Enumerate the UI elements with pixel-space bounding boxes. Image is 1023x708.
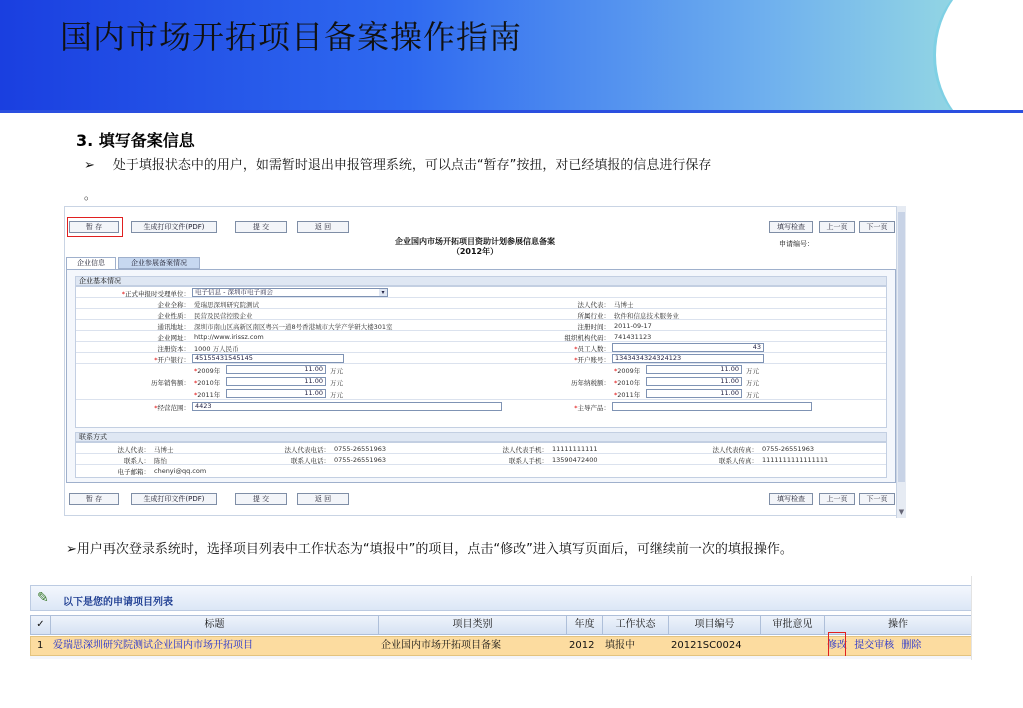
industry-value: 软件和信息技术服务业	[614, 312, 679, 320]
contact-grid	[75, 442, 887, 478]
person-tel-value: 0755-26551963	[334, 456, 386, 464]
column-header-index-icon: ✓	[31, 616, 51, 634]
basic-info-grid	[75, 286, 887, 428]
reg-time-label: 注册时间：	[577, 323, 610, 331]
legal-mobile-value: 11111111111	[552, 445, 598, 453]
bullet-save-tail: 。	[84, 188, 97, 202]
edit-link[interactable]: 修改	[827, 640, 847, 651]
column-header-opinion: 审批意见	[761, 616, 825, 634]
legal-fax-value: 0755-26551963	[762, 445, 814, 453]
prev-page-button-bottom[interactable]: 上一页	[819, 493, 855, 505]
sales-2011-input[interactable]: 11.00	[226, 389, 326, 398]
email-label: 电子邮箱：	[117, 468, 150, 476]
tax-unit: 万元	[746, 367, 759, 375]
scroll-down-icon[interactable]: ▼	[898, 508, 905, 516]
submit-button-bottom[interactable]: 提 交	[235, 493, 287, 505]
legal-rep-label: 法人代表：	[577, 301, 610, 309]
tax-2010-input[interactable]: 11.00	[646, 377, 742, 386]
form-frame	[66, 269, 896, 483]
save-button[interactable]: 暂 存	[69, 221, 119, 233]
project-list-header	[30, 585, 972, 611]
legal-fax-label: 法人代表传真：	[712, 446, 758, 454]
print-pdf-button-bottom[interactable]: 生成打印文件(PDF)	[131, 493, 217, 505]
form-scrollbar[interactable]	[896, 206, 906, 518]
contact-legal-label: 法人代表：	[117, 446, 150, 454]
title-banner	[0, 0, 1023, 110]
tax-unit: 万元	[746, 391, 759, 399]
legal-tel-value: 0755-26551963	[334, 445, 386, 453]
bank-input[interactable]: 45155431545145	[192, 354, 344, 363]
account-input[interactable]: 134343432432412​3	[612, 354, 764, 363]
column-header-status: 工作状态	[603, 616, 669, 634]
company-name-value: 爱瑞思深圳研究院测试	[194, 301, 259, 309]
check-button[interactable]: 填写检查	[769, 221, 813, 233]
industry-label: 所属行业：	[577, 312, 610, 320]
delete-link[interactable]: 删除	[901, 640, 922, 651]
form-screenshot	[64, 206, 906, 516]
form-row	[76, 320, 886, 331]
tax-year-2009: *2009年	[614, 367, 641, 375]
bullet-arrow-icon: ➢	[66, 542, 77, 557]
back-button[interactable]: 返 回	[297, 221, 349, 233]
bullet-save-tip	[84, 154, 711, 173]
form-row	[76, 298, 886, 309]
table-row-partial	[30, 656, 972, 659]
contact-person-value: 陈怡	[154, 457, 167, 465]
account-label: *开户账号：	[574, 356, 610, 364]
scrollbar-thumb[interactable]	[898, 212, 905, 482]
website-label: 企业网址：	[157, 334, 190, 342]
sales-year-2011: *2011年	[194, 391, 221, 399]
project-list-screenshot	[30, 585, 972, 659]
form-row	[76, 400, 886, 413]
tax-2011-input[interactable]: 11.00	[646, 389, 742, 398]
bullet-save-text: 处于填报状态中的用户，如需暂时退出申报管理系统，可以点击“暂存”按扭，对已经填报的信息进行保存	[112, 158, 712, 173]
contact-header: 联系方式	[75, 432, 887, 442]
person-fax-label: 联系人传真：	[719, 457, 758, 465]
scope-input[interactable]: 4423	[192, 402, 502, 411]
form-title-main: 企业国内市场开拓项目资助计划参展信息备案	[395, 237, 555, 246]
org-code-label: 组织机构代码：	[564, 334, 610, 342]
contact-person-label: 联系人：	[124, 457, 150, 465]
form-row	[76, 465, 886, 477]
sales-label: 历年销售额：	[151, 379, 190, 387]
prev-page-button[interactable]: 上一页	[819, 221, 855, 233]
address-value: 深圳市南山区高新区南区粤兴一道8号香港城市大学产学研大楼301室	[194, 323, 393, 331]
website-value: http://www.irissz.com	[194, 333, 264, 341]
list-right-edge	[971, 576, 983, 660]
tab-company-info[interactable]: 企业信息	[66, 257, 116, 269]
nature-label: 企业性质：	[157, 312, 190, 320]
reg-time-value: 2011-09-17	[614, 322, 652, 330]
section-title: 3. 填写备案信息	[76, 131, 195, 150]
form-row	[76, 443, 886, 454]
column-header-number: 项目编号	[669, 616, 761, 634]
capital-label: 注册资本：	[157, 345, 190, 353]
tax-year-2010: *2010年	[614, 379, 641, 387]
dept-label: *正式申报时受理单位：	[121, 290, 190, 298]
form-title-year: （2012年）	[451, 247, 499, 256]
org-code-value: 741431123	[614, 333, 652, 341]
check-button-bottom[interactable]: 填写检查	[769, 493, 813, 505]
save-button-highlight	[67, 217, 123, 237]
next-page-button[interactable]: 下一页	[859, 221, 895, 233]
tax-label: 历年纳税额：	[571, 379, 610, 387]
nature-value: 民营及民营控股企业	[194, 312, 253, 320]
sales-year-2010: *2010年	[194, 379, 221, 387]
banner-curve-decoration	[933, 0, 1023, 110]
email-value: chenyi@qq.com	[154, 467, 207, 475]
column-header-title: 标题	[51, 616, 379, 634]
form-row	[76, 287, 886, 298]
capital-value: 1000 万人民币	[194, 345, 239, 353]
next-page-button-bottom[interactable]: 下一页	[859, 493, 895, 505]
sales-2010-input[interactable]: 11.00	[226, 377, 326, 386]
row-title-link[interactable]: 爱瑞思深圳研究院测试企业国内市场开拓项目	[53, 640, 253, 651]
page-title: 国内市场开拓项目备案操作指南	[60, 18, 523, 56]
sales-2009-input[interactable]: 11.00	[226, 365, 326, 374]
print-pdf-button[interactable]: 生成打印文件(PDF)	[131, 221, 217, 233]
column-header-actions: 操作	[888, 619, 908, 630]
form-row	[76, 454, 886, 465]
pencil-icon: ✎	[37, 590, 49, 606]
form-row	[76, 353, 886, 364]
form-row-revenue-tax	[76, 364, 886, 400]
edit-link-highlight	[828, 632, 846, 658]
scope-label: *经营范围：	[154, 404, 190, 412]
row-number: 20121SC0024	[671, 640, 742, 651]
tax-year-2011: *2011年	[614, 391, 641, 399]
contact-legal-value: 马博士	[154, 446, 174, 454]
form-row	[76, 342, 886, 353]
dept-select[interactable]: 电子信息 - 深圳市电子商会 ▾	[192, 288, 388, 297]
column-header-year: 年度	[567, 616, 603, 634]
person-fax-value: 1111111111111111	[762, 456, 829, 464]
product-label: *主导产品：	[574, 404, 610, 412]
tab-exhibition-record[interactable]: 企业参展备案情况	[118, 257, 200, 269]
bullet-arrow-icon: ➢	[84, 158, 95, 173]
address-label: 通讯地址：	[157, 323, 190, 331]
back-button-bottom[interactable]: 返 回	[297, 493, 349, 505]
tax-2009-input[interactable]: 11.00	[646, 365, 742, 374]
sales-unit: 万元	[330, 379, 343, 387]
person-mobile-label: 联系人手机：	[509, 457, 548, 465]
staff-input[interactable]: 43	[612, 343, 764, 352]
sales-year-2009: *2009年	[194, 367, 221, 375]
staff-label: *员工人数：	[574, 345, 610, 353]
request-number-label: 申请编号：	[779, 240, 814, 248]
form-row	[76, 309, 886, 320]
row-actions	[827, 637, 973, 655]
product-input[interactable]	[612, 402, 812, 411]
row-category: 企业国内市场开拓项目备案	[381, 640, 501, 651]
form-row	[76, 331, 886, 342]
chevron-down-icon: ▾	[379, 289, 387, 296]
bullet-resume-tip	[66, 536, 946, 564]
basic-info-header: 企业基本情况	[75, 276, 887, 286]
submit-review-link[interactable]: 提交审核	[854, 640, 895, 651]
person-tel-label: 联系人电话：	[291, 457, 330, 465]
title-underline	[0, 110, 1023, 113]
project-list-title: 以下是您的申请项目列表	[63, 597, 173, 608]
legal-rep-value: 马博士	[614, 301, 634, 309]
bullet-resume-text: 用户再次登录系统时，选择项目列表中工作状态为“填报中”的项目，点击“修改”进入填写页面后，可继续前一次的填报操作。	[76, 542, 793, 557]
person-mobile-value: 13590472400	[552, 456, 598, 464]
sales-unit: 万元	[330, 367, 343, 375]
legal-mobile-label: 法人代表手机：	[502, 446, 548, 454]
tax-unit: 万元	[746, 379, 759, 387]
sales-unit: 万元	[330, 391, 343, 399]
bank-label: *开户银行：	[154, 356, 190, 364]
column-header-category: 项目类别	[379, 616, 567, 634]
legal-tel-label: 法人代表电话：	[284, 446, 330, 454]
row-status: 填报中	[605, 640, 635, 651]
row-year: 2012	[569, 640, 595, 651]
form-title	[335, 237, 615, 257]
row-index: 1	[37, 640, 44, 651]
submit-button[interactable]: 提 交	[235, 221, 287, 233]
row-opinion	[763, 637, 825, 655]
save-button-bottom[interactable]: 暂 存	[69, 493, 119, 505]
company-name-label: 企业全称：	[157, 301, 190, 309]
